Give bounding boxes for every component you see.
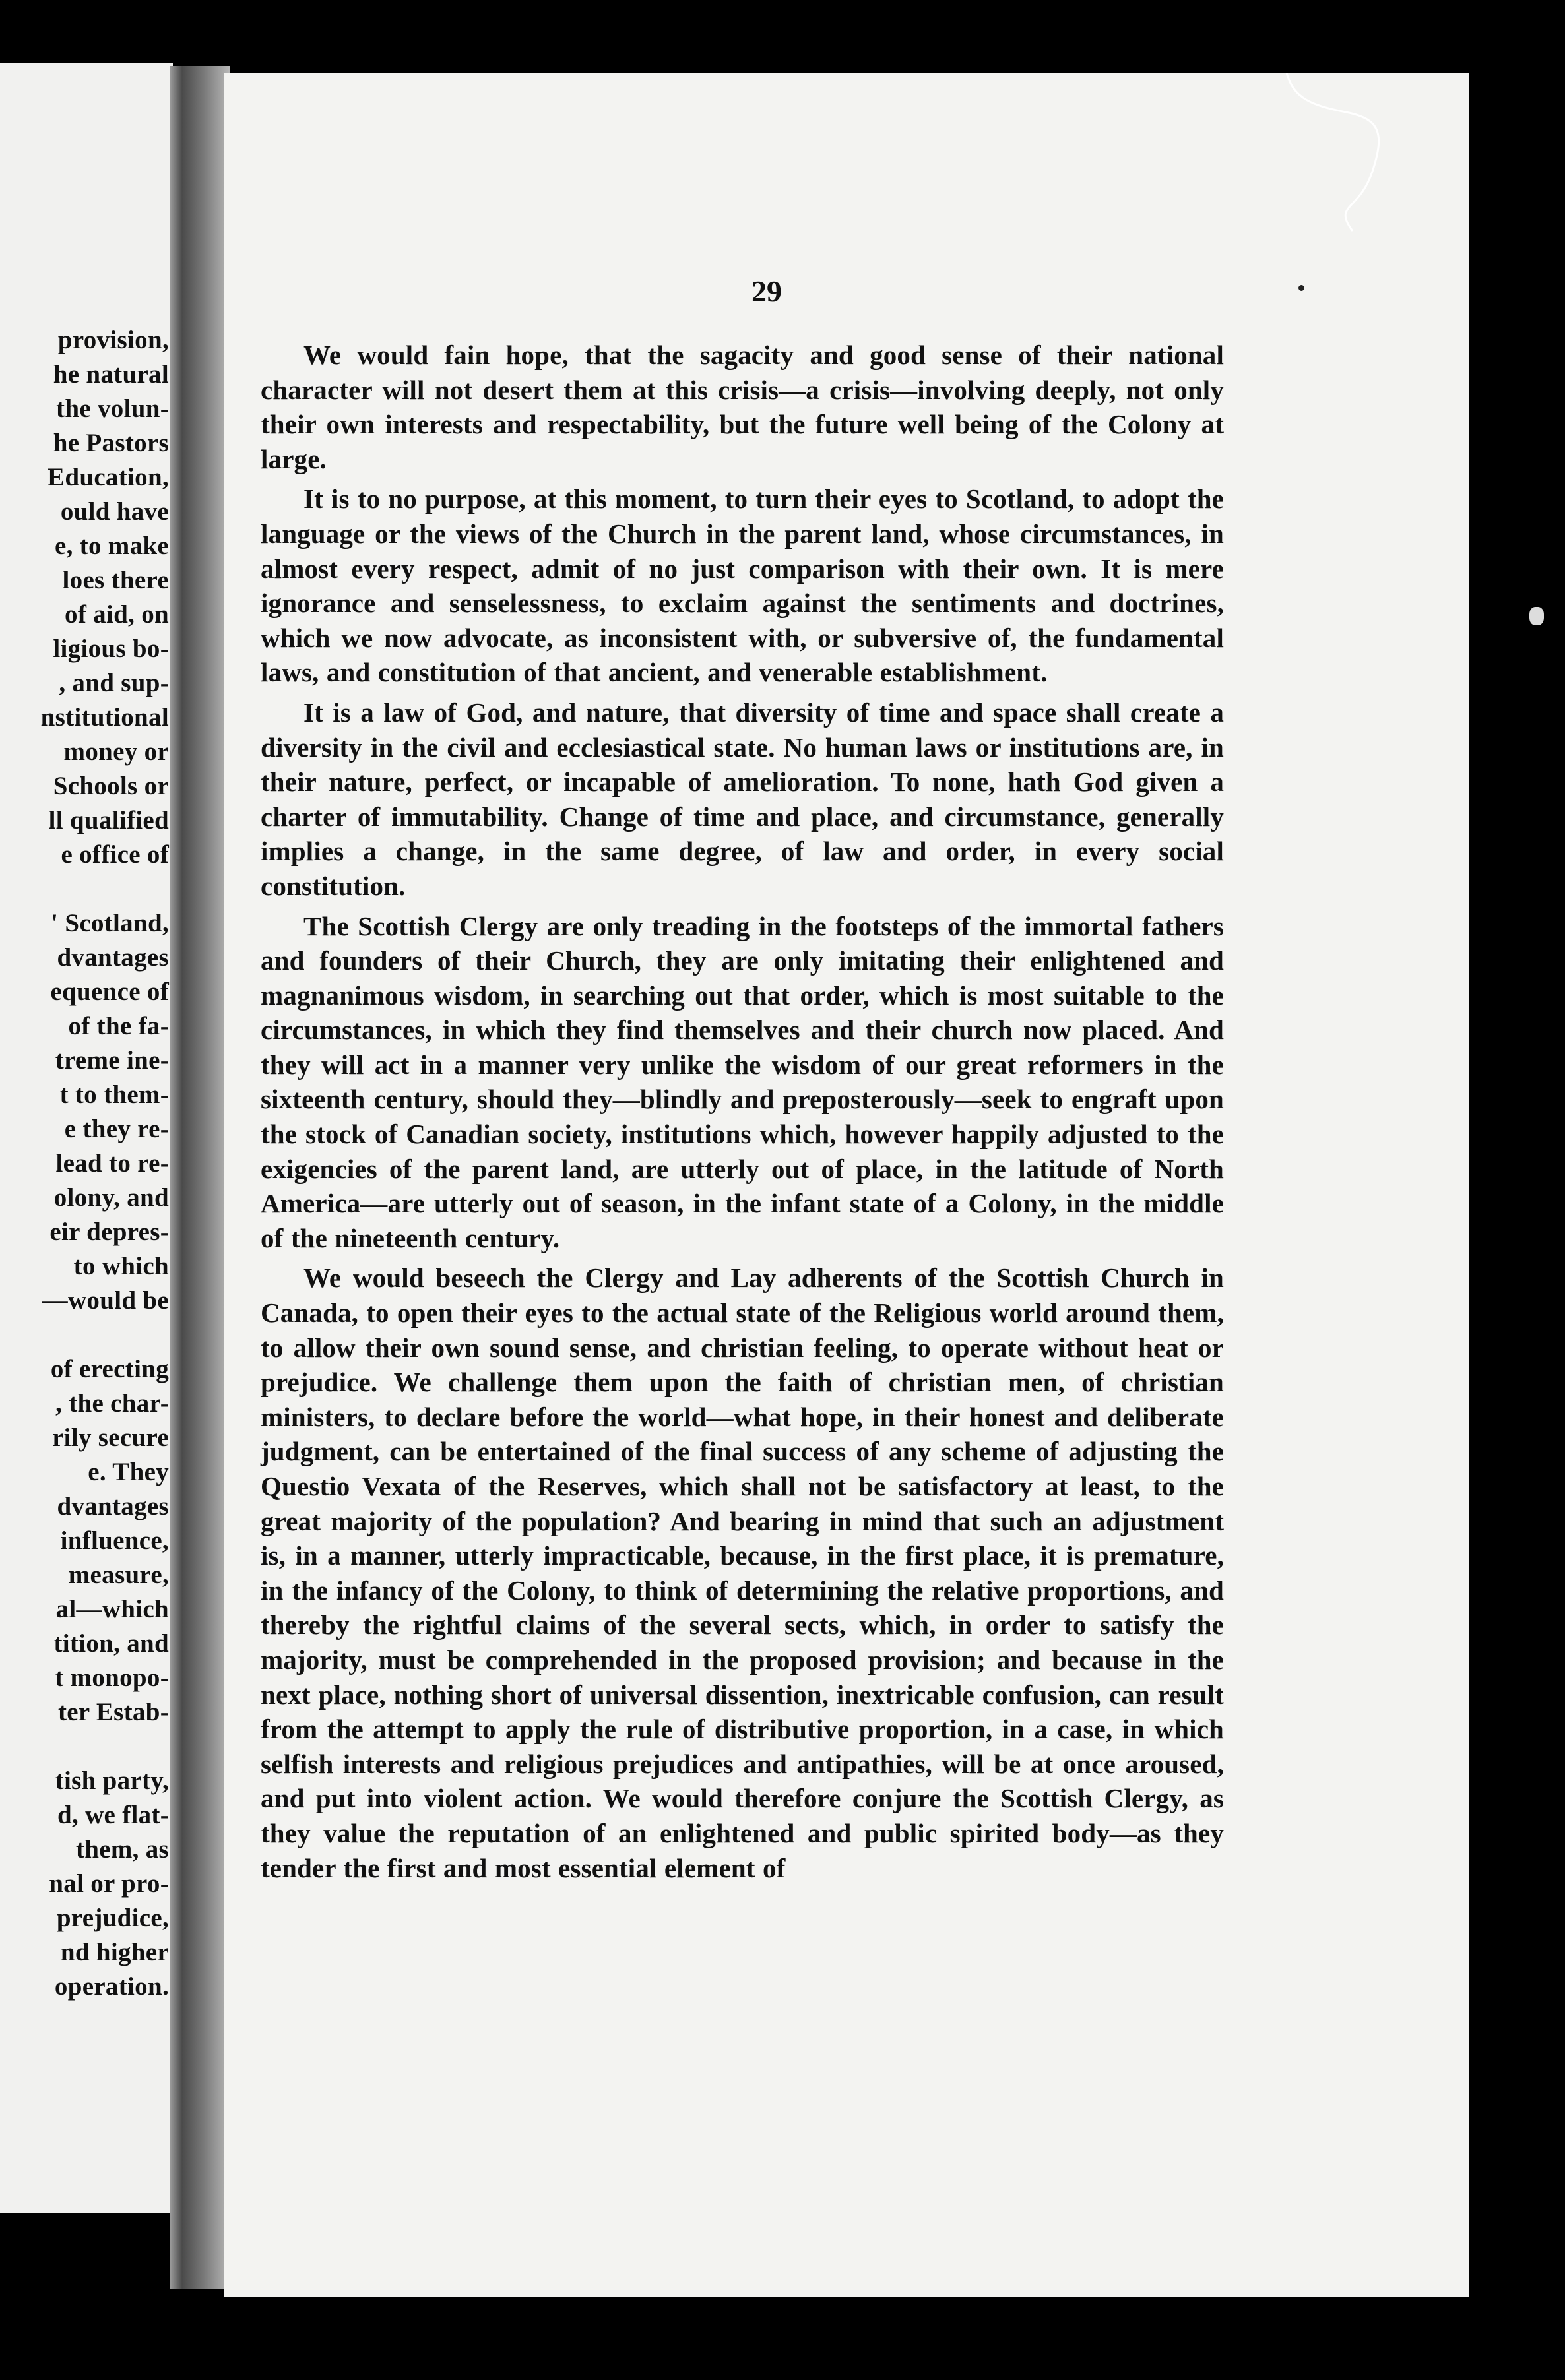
previous-page-line: them, as — [75, 1835, 169, 1863]
previous-page-line: t to them- — [59, 1080, 169, 1109]
previous-page-line: prejudice, — [56, 1904, 169, 1932]
previous-page-line: e office of — [61, 840, 169, 869]
previous-page-line: he Pastors — [53, 429, 169, 457]
previous-page-line: ' Scotland, — [51, 909, 169, 937]
previous-page-line: tish party, — [55, 1767, 169, 1795]
previous-page-line — [0, 1318, 169, 1352]
previous-page-line: eir depres- — [49, 1218, 169, 1246]
previous-page-line: , the char- — [55, 1389, 169, 1418]
previous-page-line: olony, and — [53, 1183, 169, 1212]
previous-page-fragment — [0, 63, 173, 2213]
previous-page-line: dvantages — [57, 1492, 169, 1520]
previous-page-line: equence of — [50, 978, 169, 1006]
previous-page-line: d, we flat- — [57, 1801, 169, 1829]
previous-page-line: Education, — [48, 463, 169, 491]
previous-page-line: ll qualified — [48, 806, 169, 834]
previous-page-line: operation. — [54, 1972, 169, 2001]
previous-page-line: , and sup- — [59, 669, 169, 697]
previous-page-line: ould have — [60, 497, 169, 526]
previous-page-text — [0, 323, 169, 2004]
previous-page-line: of erecting — [50, 1355, 169, 1383]
previous-page-line — [0, 872, 169, 906]
previous-page-line: loes there — [62, 566, 169, 594]
previous-page-line: of the fa- — [68, 1012, 169, 1040]
previous-page-line: ligious bo- — [53, 635, 169, 663]
previous-page-line: rily secure — [52, 1424, 169, 1452]
book-page — [224, 73, 1469, 2297]
previous-page-line: e, to make — [54, 532, 169, 560]
ink-speck — [1529, 607, 1544, 625]
previous-page-line: dvantages — [57, 943, 169, 972]
previous-page-line: —would be — [42, 1286, 169, 1315]
previous-page-line: money or — [63, 737, 169, 766]
previous-page-line: nal or pro- — [49, 1869, 169, 1898]
previous-page-line: nstitutional — [40, 703, 169, 732]
previous-page-line: t monopo- — [55, 1664, 169, 1692]
previous-page-line: e. They — [88, 1458, 169, 1486]
previous-page-line: tition, and — [53, 1629, 169, 1658]
paragraph: We would beseech the Clergy and Lay adherents of the Scottish Church in Canada, to open their eyes to the actual state of the Religious world around them, to allow their own sound sense, and christian feeling, to operate without heat or prejudice. We challenge them upon the faith of christian men, of christian ministers, to declare before the world—what hope, in their honest and deliberate judgment, can be entertained of the final success of any scheme of adjusting the Questio Vexata of the Reserves, which shall not be satisfactory at least, to the great majority of the population? And bearing in mind that such an adjustment is, in a manner, utterly impracticable, because, in the first place, it is premature, in the infancy of the Colony, to think of determining the relative proportions, and thereby the rightful claims of the several sects, which, in order to satisfy the majority, must be comprehended in the proposed provision; and because in the next place, nothing short of universal dissention, inextricable confusion, can result from the attempt to apply the rule of distributive proportion, in a case, in which selfish interests and religious prejudices and antipathies, will be at once aroused, and put into violent action. We would therefore conjure the Scottish Clergy, as they value the reputation of an enlightened and public spirited body—as they tender the first and most essential element of — [261, 1263, 1224, 1883]
body-text — [261, 338, 1224, 1891]
previous-page-line: nd higher — [60, 1938, 169, 1966]
previous-page-line: ter Estab- — [57, 1698, 169, 1726]
previous-page-line — [0, 1730, 169, 1764]
previous-page-line: lead to re- — [55, 1149, 169, 1177]
ink-speck — [1298, 285, 1304, 291]
page-number: 29 — [751, 274, 782, 308]
previous-page-line: Schools or — [53, 772, 169, 800]
previous-page-line: treme ine- — [55, 1046, 169, 1075]
scratch-mark — [1273, 73, 1405, 244]
previous-page-line: he natural — [53, 360, 169, 389]
previous-page-line: e they re- — [64, 1115, 169, 1143]
page-gutter — [170, 66, 230, 2289]
previous-page-line: measure, — [68, 1561, 169, 1589]
paragraph: It is a law of God, and nature, that diversity of time and space shall create a diversity in the civil and ecclesiastical state. No human laws or institutions are, in their nature, perfect, or incapable of amelioration. To none, hath God given a charter of immutability. Change of time and place, and circumstance, generally implies a change, in the same degree, of law and order, in every social constitution. — [261, 697, 1224, 901]
previous-page-line: of aid, on — [65, 600, 169, 629]
previous-page-line: influence, — [60, 1526, 169, 1555]
previous-page-line: to which — [73, 1252, 169, 1280]
previous-page-line: the volun- — [56, 394, 169, 423]
paragraph: We would fain hope, that the sagacity and good sense of their national character will not desert them at this crisis—a crisis—involving deeply, not only their own interests and respectability, but the future well being of the Colony at large. — [261, 340, 1224, 474]
paragraph: It is to no purpose, at this moment, to turn their eyes to Scotland, to adopt the language or the views of the Church in the parent land, whose circumstances, in almost every respect, admit of no just comparison with their own. It is mere ignorance and senselessness, to exclaim against the sentiments and doctrines, which we now advocate, as inconsistent with, or subversive of, the fundamental laws, and constitution of that ancient, and venerable establishment. — [261, 484, 1224, 688]
previous-page-line: provision, — [57, 326, 169, 354]
previous-page-line: al—which — [55, 1595, 169, 1623]
paragraph: The Scottish Clergy are only treading in the footsteps of the immortal fathers and founders of their Church, they are only imitating their enlightened and magnanimous wisdom, in searching out that order, which is most suitable to the circumstances, in which they find themselves and their church now placed. And they will act in a manner very unlike the wisdom of our great reformers in the sixteenth century, should they—blindly and preposterously—seek to engraft upon the stock of Canadian society, institutions which, however happily adjusted to the exigencies of the parent land, are utterly out of place, in the latitude of North America—are utterly out of season, in the infant state of a Colony, in the middle of the nineteenth century. — [261, 910, 1224, 1253]
